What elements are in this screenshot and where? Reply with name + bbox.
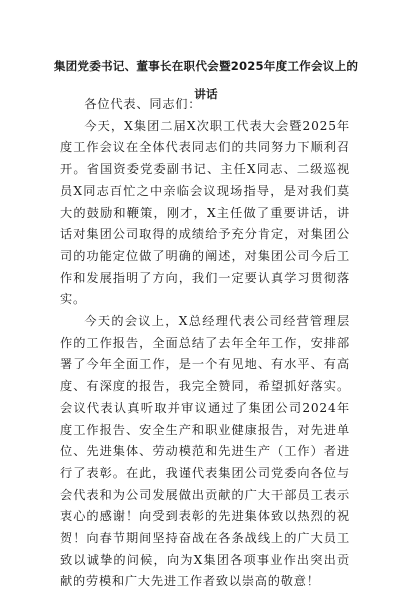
title-line-1: 集团党委书记、董事长在职代会暨2025年度工作会议上的 — [53, 59, 359, 73]
salutation: 各位代表、同志们： — [84, 97, 202, 111]
paragraph-2: 今天的会议上，X总经理代表公司经营管理层作的工作报告，全面总结了去年全年工作，安排部署了今年全面工作，是一个有见地、有水平、有高度、有深度的报告，我完全赞同，希望抓好落实。会议代表认真听取并审议通过了集团公司2024年度工作报告、安全生产和职业健康报告，对先进单位、先进集体、劳动模范和先进生产（工作）者进行了表彰。在此，我谨代表集团公司党委向各位与会代表和为公司发展做出贡献的广大干部员工表示衷心的感谢！向受到表彰的先进集体致以热烈的祝贺！向春节期间坚持奋战在各条战线上的广大员工致以诚挚的问候，向为X集团各项事业作出突出贡献的劳模和广大先进工作者致以崇高的敬意！ — [60, 314, 350, 589]
document-body — [60, 94, 350, 593]
paragraph-1: 今天，X集团二届X次职工代表大会暨2025年度工作会议在全体代表同志们的共同努力下顺利召开。省国资委党委副书记、主任X同志、二级巡视员X同志百忙之中亲临会议现场指导，是对我们莫大的鼓励和鞭策，刚才，X主任做了重要讲话，讲话对集团公司取得的成绩给予充分肯定，对集团公司的功能定位做了明确的阐述，对集团公司今后工作和发展指明了方向，我们一定要认真学习贯彻落实。 — [60, 118, 350, 307]
title-line-2: 讲话 — [194, 87, 218, 101]
